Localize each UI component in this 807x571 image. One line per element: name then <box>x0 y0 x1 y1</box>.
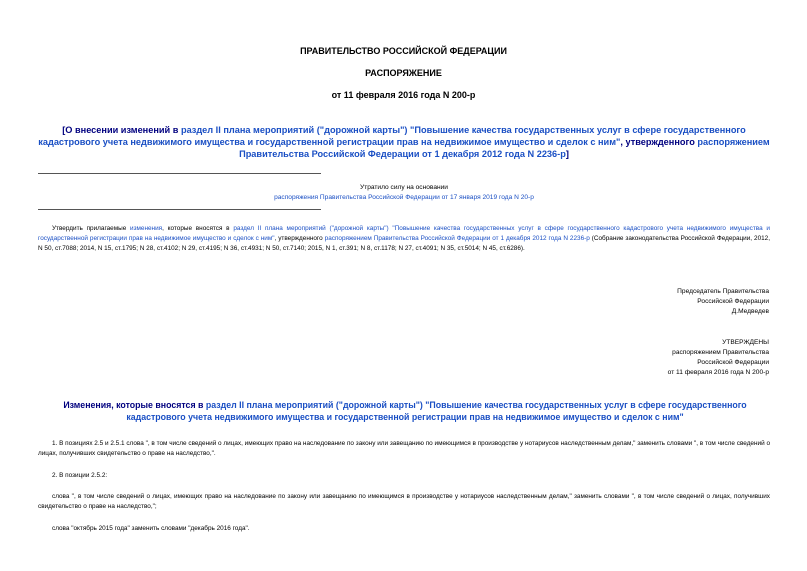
government-heading: ПРАВИТЕЛЬСТВО РОССИЙСКОЙ ФЕДЕРАЦИИ <box>300 46 507 56</box>
paragraph-text: (Собрание законодательства Российской Федерации, 2012, N 50, ст.7088; 2014, N 15, ст.1795; N 28, ст.4102; N 29, ст.4195; N 36, ст.4931; N 50, ст.7140; 2015, N 1, ст.391; N 8, ст.1178; N 27, ст.4091; N 35, ст.5014; N 45, ст.6286). <box>38 235 771 252</box>
approved-label: УТВЕРЖДЕНЫ <box>722 339 769 346</box>
paragraph-text: Утвердить прилагаемые <box>52 225 131 232</box>
title-middle: , утвержденного <box>620 137 698 147</box>
status-note-link[interactable]: распоряжения Правительства Российской Федерации от 17 января 2019 года N 20-р <box>274 194 534 201</box>
approved-country: Российской Федерации <box>697 359 769 366</box>
document-type-heading: РАСПОРЯЖЕНИЕ <box>365 68 442 78</box>
item-2-sub-1: слова ", в том числе сведений о лицах, имеющих право на наследование по закону или завещанию по имеющимся в производстве у нотариусов наследственным делам," заменить словами ", в том числе сведений о лицах, получивших свидетельство о праве на наследство,"; <box>38 493 770 510</box>
order-link[interactable]: распоряжением Правительства Российской Федерации от 1 декабря 2012 года N 2236-р <box>324 235 590 242</box>
signature-country: Российской Федерации <box>697 298 769 305</box>
status-note <box>38 183 770 203</box>
item-2-sub-2: слова "октябрь 2015 года" заменить словами "декабрь 2016 года". <box>52 525 250 532</box>
item-1: 1. В позициях 2.5 и 2.5.1 слова ", в том числе сведений о лицах, имеющих право на наследование по закону или завещанию по имеющимся в производстве у нотариусов наследственным делам," заменить словами ", в том числе сведений о лицах, получивших свидетельство о праве на наследство,". <box>38 440 770 457</box>
title-link-order[interactable]: распоряжением Правительства Российской Федерации от 1 декабря 2012 года N 2236-р <box>239 137 770 159</box>
divider-bottom <box>38 209 321 210</box>
main-paragraph <box>38 224 770 254</box>
paragraph-text: , утвержденного <box>274 235 325 242</box>
section-link[interactable]: раздел II плана мероприятий ("дорожной карты") "Повышение качества государственных услуг в сфере государственного кадастрового учета недвижимого имущества и государственной регистрации прав на недвижимое имущество и сделок с ним" <box>38 225 770 242</box>
changes-title <box>60 399 750 423</box>
approved-date: от 11 февраля 2016 года N 200-р <box>667 369 769 376</box>
approved-by: распоряжением Правительства <box>672 349 769 356</box>
title-prefix: [О внесении изменений в <box>62 125 181 135</box>
document-date-number: от 11 февраля 2016 года N 200-р <box>331 90 476 100</box>
divider-top <box>38 173 321 174</box>
changes-title-link[interactable]: раздел II плана мероприятий ("дорожной карты") "Повышение качества государственных услуг в сфере государственного кадастрового учета недвижимого имущества и государственной регистрации прав на недвижимое имущество и сделок с ним" <box>126 400 747 422</box>
changes-title-prefix: Изменения, которые вносятся в <box>63 400 206 410</box>
item-2: 2. В позиции 2.5.2: <box>52 472 108 479</box>
status-note-text: Утратило силу на основании <box>360 184 448 191</box>
signature-position: Председатель Правительства <box>677 288 769 295</box>
title-link-section[interactable]: раздел II плана мероприятий ("дорожной карты") "Повышение качества государственных услуг в сфере государственного кадастрового учета недвижимого имущества и государственной регистрации прав на недвижимое имущество и сделок с ним" <box>38 125 746 147</box>
title-suffix: ] <box>565 149 569 159</box>
document-title <box>38 124 770 160</box>
signature-block <box>470 287 769 317</box>
changes-link[interactable]: изменения <box>130 225 163 232</box>
signature-name: Д.Медведев <box>731 308 769 315</box>
paragraph-text: , которые вносятся в <box>162 225 234 232</box>
approval-block <box>470 338 769 378</box>
